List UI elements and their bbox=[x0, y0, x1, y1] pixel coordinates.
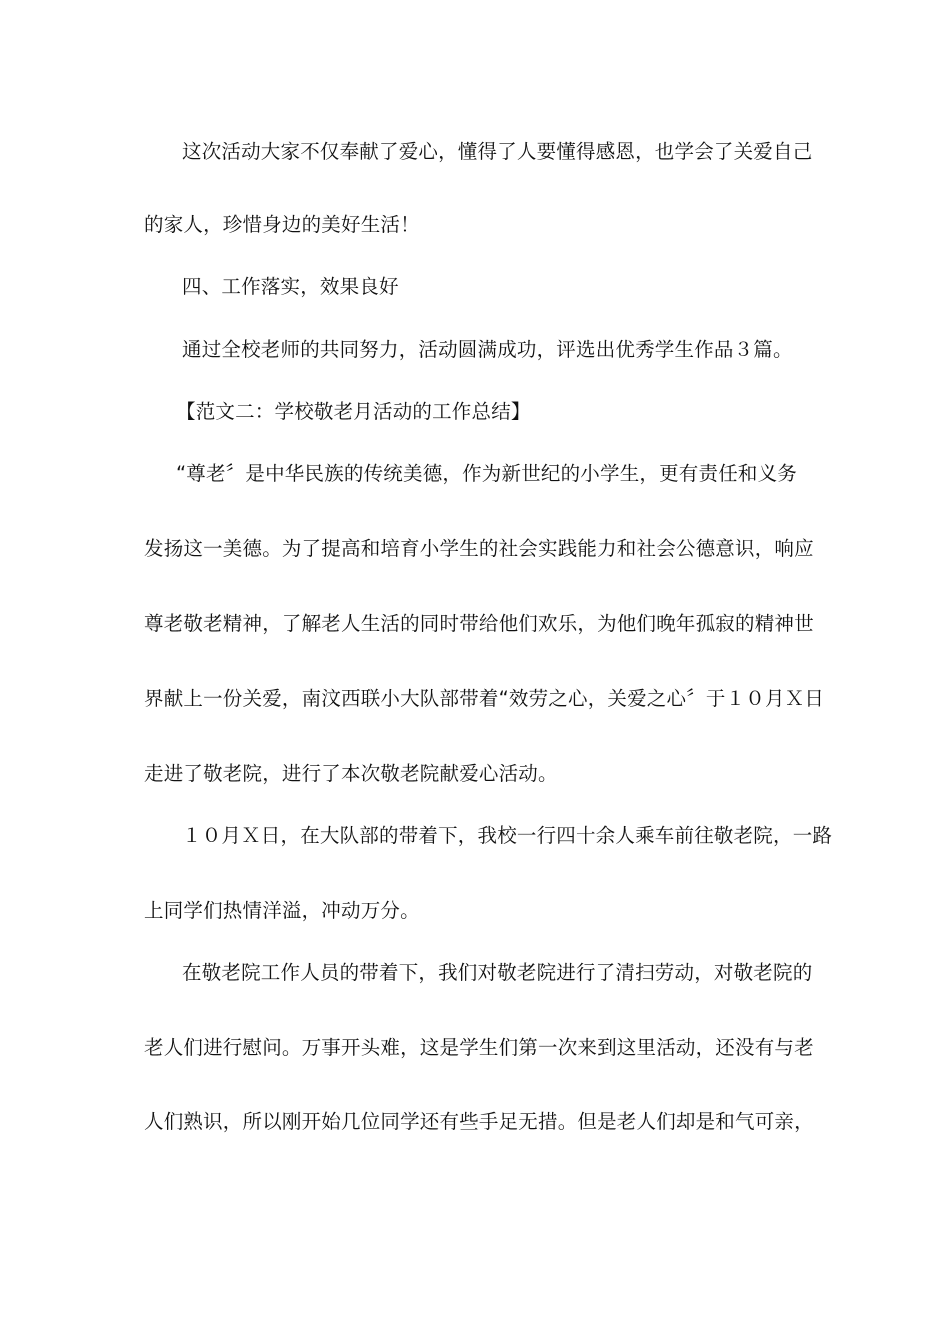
body-text-line: 老人们进行慰问。万事开头难，这是学生们第一次来到这里活动，还没有与老 bbox=[144, 1036, 814, 1059]
body-text-line: 的家人，珍惜身边的美好生活！ bbox=[144, 213, 420, 236]
body-text-line: 走进了敬老院，进行了本次敬老院献爱心活动。 bbox=[144, 762, 558, 785]
article-heading: 【范文二：学校敬老月活动的工作总结】 bbox=[176, 400, 531, 423]
body-text-line: 通过全校老师的共同努力，活动圆满成功，评选出优秀学生作品３篇。 bbox=[182, 338, 793, 361]
body-text-line: １０月Ｘ日，在大队部的带着下，我校一行四十余人乘车前往敬老院，一路 bbox=[182, 824, 833, 847]
body-text-line: 这次活动大家不仅奉献了爱心，懂得了人要懂得感恩，也学会了关爱自己 bbox=[182, 140, 813, 163]
body-text-line: 发扬这一美德。为了提高和培育小学生的社会实践能力和社会公德意识，响应 bbox=[144, 537, 814, 560]
body-text-line: 上同学们热情洋溢，冲动万分。 bbox=[144, 899, 420, 922]
body-text-line: 界献上一份关爱，南汶西联小大队部带着“效劳之心，关爱之心〞于１０月Ｘ日 bbox=[144, 687, 825, 710]
body-text-line: 尊老敬老精神，了解老人生活的同时带给他们欢乐，为他们晚年孤寂的精神世 bbox=[144, 612, 814, 635]
section-heading: 四、工作落实，效果良好 bbox=[182, 275, 399, 298]
body-text-line: 人们熟识，所以刚开始几位同学还有些手足无措。但是老人们却是和气可亲， bbox=[144, 1110, 814, 1133]
body-text-line: 在敬老院工作人员的带着下，我们对敬老院进行了清扫劳动，对敬老院的 bbox=[182, 961, 813, 984]
body-text-line: “尊老〞是中华民族的传统美德，作为新世纪的小学生，更有责任和义务 bbox=[176, 462, 798, 485]
